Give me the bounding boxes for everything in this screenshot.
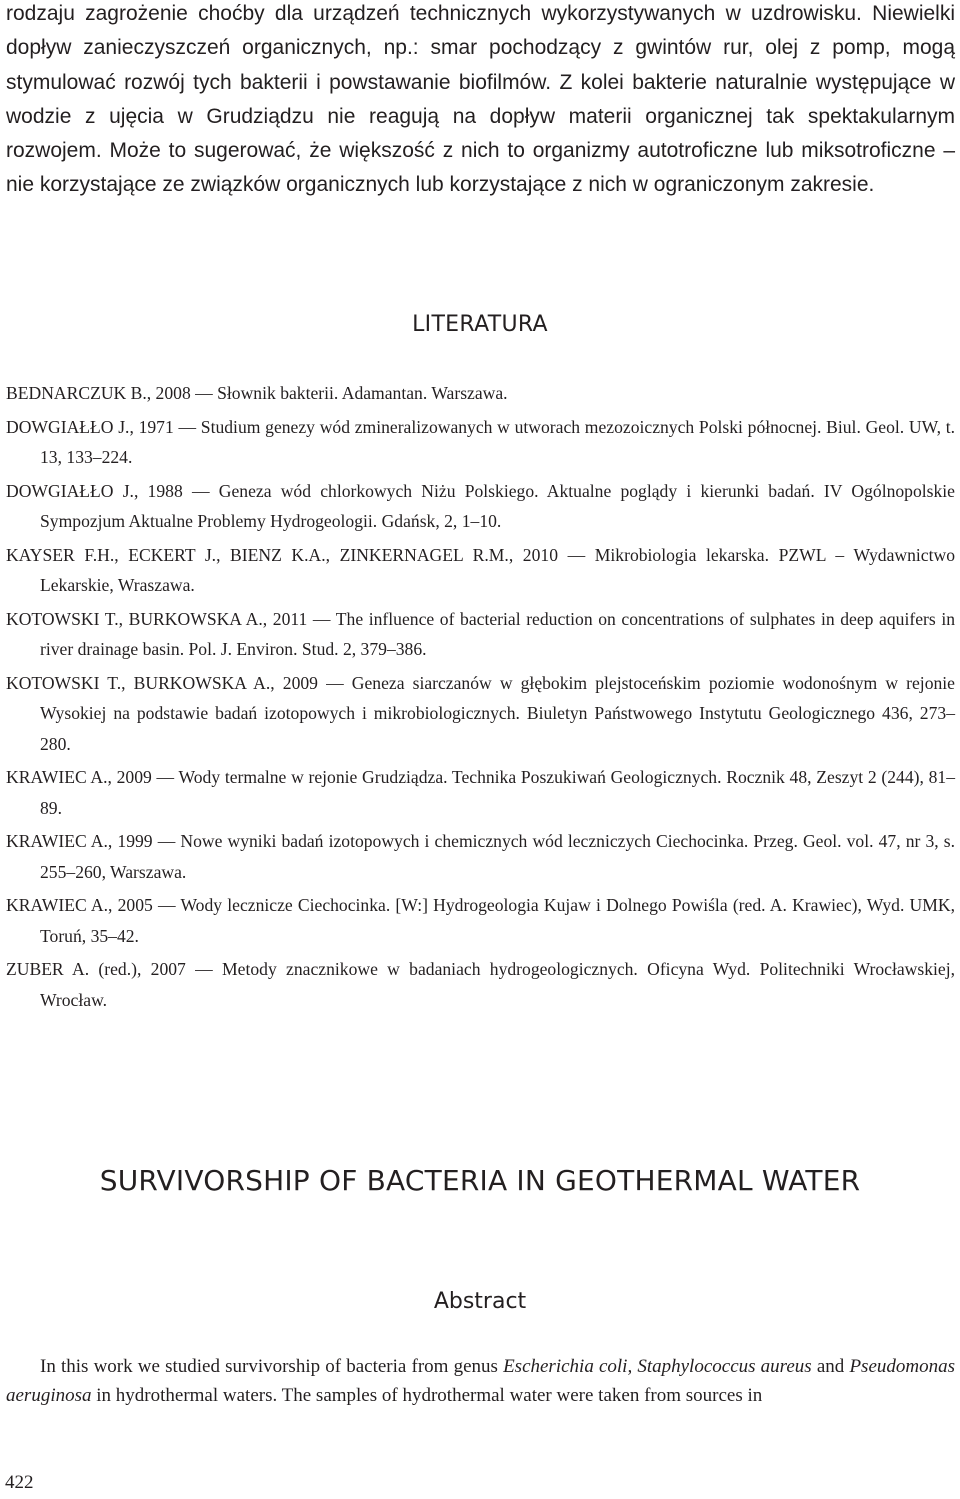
abstract-text: and (811, 1356, 850, 1377)
reference-item: KRAWIEC A., 2005 — Wody lecznicze Ciechocinka. [W:] Hydrogeologia Kujaw i Dolnego Powiśla (red. A. Krawiec), Wyd. UMK, Toruń, 35–42. (6, 895, 955, 946)
reference-item: KOTOWSKI T., BURKOWSKA A., 2011 — The influence of bacterial reduction on concentrations of sulphates in deep aquifers in river drainage basin. Pol. J. Environ. Stud. 2, 379–386. (6, 608, 955, 659)
intro-paragraph: rodzaju zagrożenie choćby dla urządzeń technicznych wykorzystywanych w uzdrowisku. Niewielki dopływ zanieczyszczeń organicznych, np.: smar pochodzący z gwintów rur, olej z pomp, mogą stymulować rozwój tych bakterii i powstawanie biofilmów. Z kolei bakterie naturalnie występujące w wodzie z ujęcia w Grudziądzu nie reagują na dopływ materii organicznej tak spektakularnym rozwojem. Może to sugerować, że większość z nich to organizmy autotroficzne lub miksotroficzne – nie korzystające ze związków organicznych lub korzystające z nich w ograniczonym zakresie. (6, 2, 955, 197)
species-name: Pseudomonas aeruginosa (6, 1356, 955, 1406)
reference-item: KAYSER F.H., ECKERT J., BIENZ K.A., ZINKERNAGEL R.M., 2010 — Mikrobiologia lekarska. PZWL – Wydawnictwo Lekarskie, Wraszawa. (6, 544, 955, 595)
literature-heading: LITERATURA (412, 312, 548, 337)
reference-item: DOWGIAŁŁO J., 1988 — Geneza wód chlorkowych Niżu Polskiego. Aktualne poglądy i kierunki badań. IV Ogólnopolskie Sympozjum Aktualne Problemy Hydrogeologii. Gdańsk, 2, 1–10. (6, 480, 955, 531)
reference-item: BEDNARCZUK B., 2008 — Słownik bakterii. Adamantan. Warszawa. (6, 383, 508, 403)
reference-item: KRAWIEC A., 1999 — Nowe wyniki badań izotopowych i chemicznych wód leczniczych Ciechocinka. Przeg. Geol. vol. 47, nr 3, s. 255–260, Warszawa. (6, 831, 955, 882)
reference-item: DOWGIAŁŁO J., 1971 — Studium genezy wód zmineralizowanych w utworach mezozoicznych Polski północnej. Biul. Geol. UW, t. 13, 133–224. (6, 416, 955, 467)
english-title: SURVIVORSHIP OF BACTERIA IN GEOTHERMAL WATER (99, 1164, 861, 1197)
abstract-text: In this work we studied survivorship of bacteria from genus (40, 1356, 504, 1377)
reference-item: ZUBER A. (red.), 2007 — Metody znacznikowe w badaniach hydrogeologicznych. Oficyna Wyd. Politechniki Wrocławskiej, Wrocław. (6, 959, 955, 1010)
species-name: Escherichia coli, Staphylococcus aureus (503, 1356, 812, 1377)
abstract-heading: Abstract (433, 1289, 527, 1314)
page-number: 422 (5, 1472, 34, 1493)
abstract-paragraph (6, 1352, 955, 1410)
reference-item: KOTOWSKI T., BURKOWSKA A., 2009 — Geneza siarczanów w głębokim plejstoceńskim poziomie wodonośnym w rejonie Wysokiej na podstawie badań izotopowych i mikrobiologicznych. Biuletyn Państwowego Instytutu Geologicznego 436, 273–280. (6, 672, 955, 754)
abstract-text: in hydrothermal waters. The samples of hydrothermal water were taken from sources in (91, 1385, 763, 1406)
reference-list (6, 378, 955, 1018)
reference-item: KRAWIEC A., 2009 — Wody termalne w rejonie Grudziądza. Technika Poszukiwań Geologicznych. Rocznik 48, Zeszyt 2 (244), 81–89. (6, 767, 955, 818)
